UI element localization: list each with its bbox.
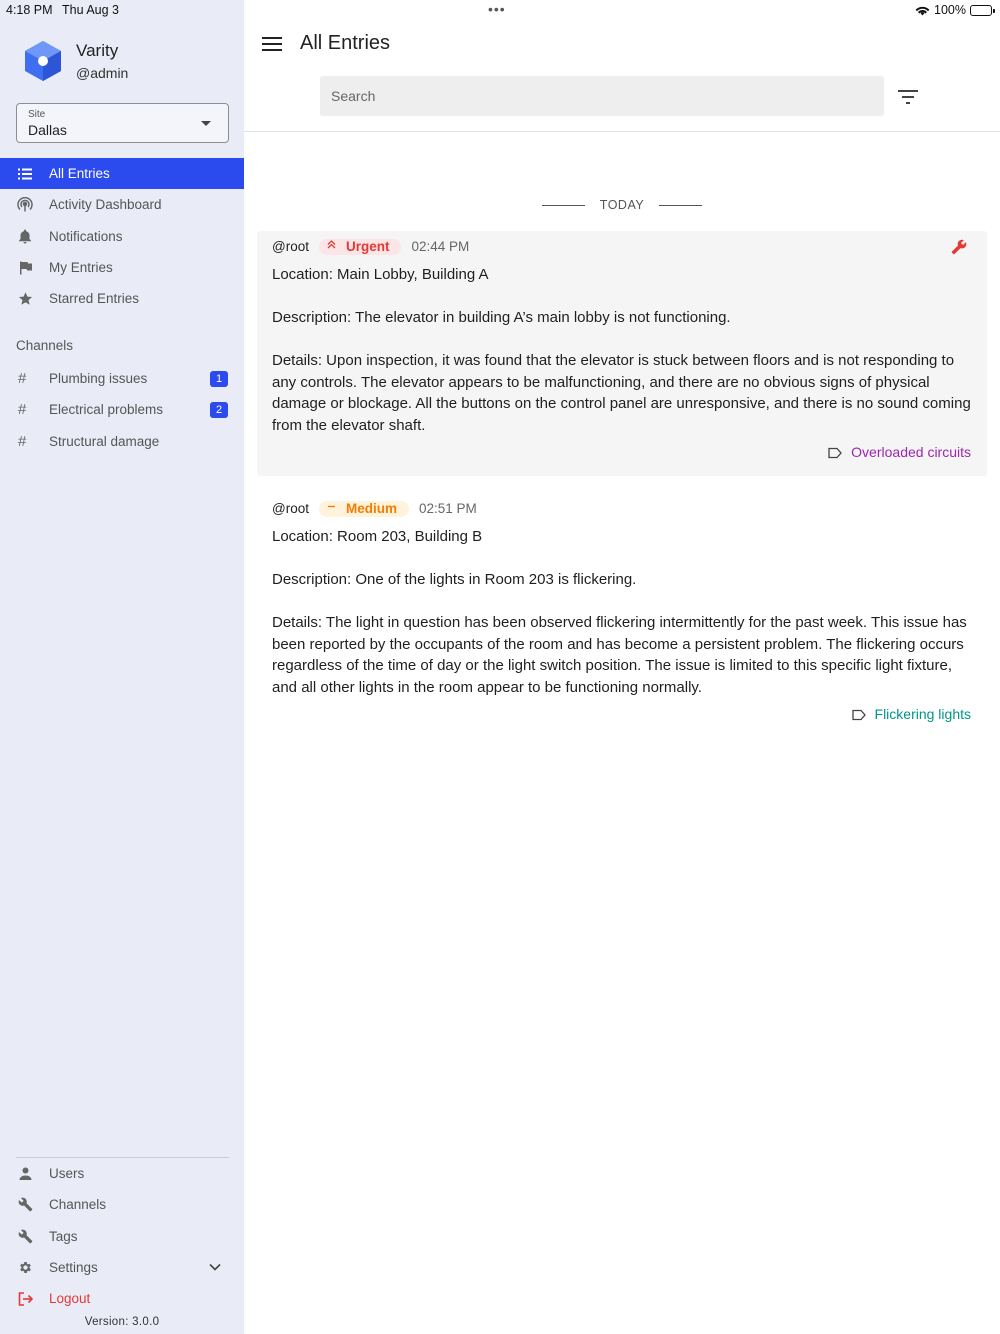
entry-author[interactable]: @root (272, 239, 309, 255)
broadcast-icon (17, 197, 33, 213)
entry-tag-label: Flickering lights (874, 706, 971, 722)
menu-icon[interactable] (262, 37, 282, 51)
status-time: 4:18 PM (6, 3, 53, 17)
date-divider (527, 198, 717, 212)
nav-item-starred-entries[interactable] (0, 283, 244, 314)
channel-item-plumbing-issues[interactable] (0, 363, 244, 394)
entry-time: 02:51 PM (418, 501, 477, 517)
nav-item-label: Notifications (49, 228, 123, 244)
tag-icon (852, 709, 866, 721)
nav-item-channels[interactable] (0, 1189, 244, 1220)
nav-item-label: Settings (49, 1260, 98, 1276)
list-icon (17, 166, 33, 182)
wifi-icon (915, 5, 930, 16)
entry-details: Details: Upon inspection, it was found that the elevator is stuck between floors and is not responding to any controls. The elevator appears to be malfunctioning, and there are no obvious signs of physical damage or blockage. All the buttons on the control panel are unresponsive, and there is no sound coming from the elevator shaft. (272, 352, 971, 434)
nav-item-label: Channels (49, 1197, 107, 1213)
nav-item-activity-dashboard[interactable] (0, 189, 244, 220)
unread-count-badge: 2 (210, 402, 228, 418)
nav-item-label: Tags (49, 1228, 78, 1244)
channel-list (0, 363, 244, 457)
flag-icon (17, 260, 33, 276)
nav-item-label: Logout (49, 1291, 91, 1307)
search-input[interactable] (320, 76, 884, 116)
minus-icon (327, 498, 336, 520)
entry-tag[interactable] (272, 442, 971, 464)
priority-label: Medium (345, 501, 397, 517)
date-divider-label: TODAY (599, 198, 645, 212)
main-content (244, 0, 1000, 1334)
nav-item-label: Starred Entries (49, 291, 140, 307)
battery-icon (970, 5, 992, 16)
site-select[interactable] (16, 103, 229, 143)
nav-item-users[interactable] (0, 1158, 244, 1189)
entry-description: Description: The elevator in building A’s main lobby is not functioning. (272, 309, 731, 326)
bell-icon (17, 228, 33, 244)
status-right (915, 3, 992, 17)
nav-item-tags[interactable] (0, 1221, 244, 1252)
dropdown-caret-icon (201, 121, 211, 126)
nav-item-all-entries[interactable] (0, 158, 244, 189)
entry-description: Description: One of the lights in Room 203 is flickering. (272, 571, 637, 588)
logout-button[interactable] (0, 1283, 244, 1314)
person-icon (17, 1166, 33, 1182)
star-icon (17, 291, 33, 307)
status-date: Thu Aug 3 (62, 3, 119, 17)
entry-author[interactable]: @root (272, 501, 309, 517)
channel-label: Plumbing issues (49, 371, 148, 387)
entry-tag-label: Overloaded circuits (851, 444, 971, 460)
priority-badge (319, 501, 409, 517)
channel-item-electrical-problems[interactable] (0, 394, 244, 425)
unread-count-badge: 1 (210, 371, 228, 387)
app-version: Version: 3.0.0 (84, 1316, 160, 1328)
channels-heading: Channels (16, 338, 74, 353)
double-chevron-up-icon (327, 236, 336, 258)
status-bar (0, 0, 1000, 22)
main-nav (0, 158, 244, 314)
priority-badge (319, 239, 402, 255)
entry-time: 02:44 PM (411, 239, 470, 255)
site-select-label: Site (28, 109, 46, 120)
entry-location: Location: Main Lobby, Building A (272, 266, 489, 283)
nav-item-notifications[interactable] (0, 221, 244, 252)
wrench-icon (17, 1228, 33, 1244)
admin-nav (0, 1158, 244, 1314)
battery-percent: 100% (934, 3, 966, 17)
nav-item-label: Activity Dashboard (49, 197, 162, 213)
entry-details: Details: The light in question has been observed flickering intermittently for the past week. This issue has been reported by the occupants of the room and has become a persistent problem. The flickering occurs regardless of the time of day or the light switch position. The issue is limited to this specific light fixture, and all other lights in the room appear to be functioning normally. (272, 614, 967, 696)
entry-location: Location: Room 203, Building B (272, 528, 483, 545)
nav-item-settings[interactable] (0, 1252, 244, 1283)
gear-icon (17, 1260, 33, 1276)
multitasking-dots-icon[interactable]: ••• (488, 1, 506, 17)
channel-item-structural-damage[interactable] (0, 426, 244, 457)
filter-icon[interactable] (898, 90, 918, 104)
app-name: Varity (76, 41, 119, 60)
sidebar (0, 0, 244, 1334)
channel-label: Structural damage (49, 433, 160, 449)
wrench-icon (17, 1197, 33, 1213)
priority-label: Urgent (345, 239, 390, 255)
top-bar (244, 22, 1000, 132)
brand (22, 40, 128, 82)
hash-icon: # (18, 432, 27, 450)
hash-icon: # (18, 370, 27, 388)
nav-item-my-entries[interactable] (0, 252, 244, 283)
channel-label: Electrical problems (49, 402, 164, 418)
logout-icon (17, 1291, 33, 1307)
chevron-down-icon[interactable] (208, 1260, 222, 1274)
page-title: All Entries (300, 32, 391, 54)
entry-card[interactable] (257, 231, 987, 476)
site-select-value: Dallas (28, 122, 67, 138)
app-logo-icon (22, 40, 64, 82)
hash-icon: # (18, 401, 27, 419)
current-username: @admin (76, 65, 129, 81)
tag-icon (828, 447, 842, 459)
entry-tag[interactable] (272, 704, 971, 726)
wrench-icon[interactable] (951, 239, 967, 255)
nav-item-label: My Entries (49, 260, 113, 276)
nav-item-label: All Entries (49, 166, 110, 182)
entry-card[interactable] (257, 493, 987, 738)
nav-item-label: Users (49, 1166, 85, 1182)
